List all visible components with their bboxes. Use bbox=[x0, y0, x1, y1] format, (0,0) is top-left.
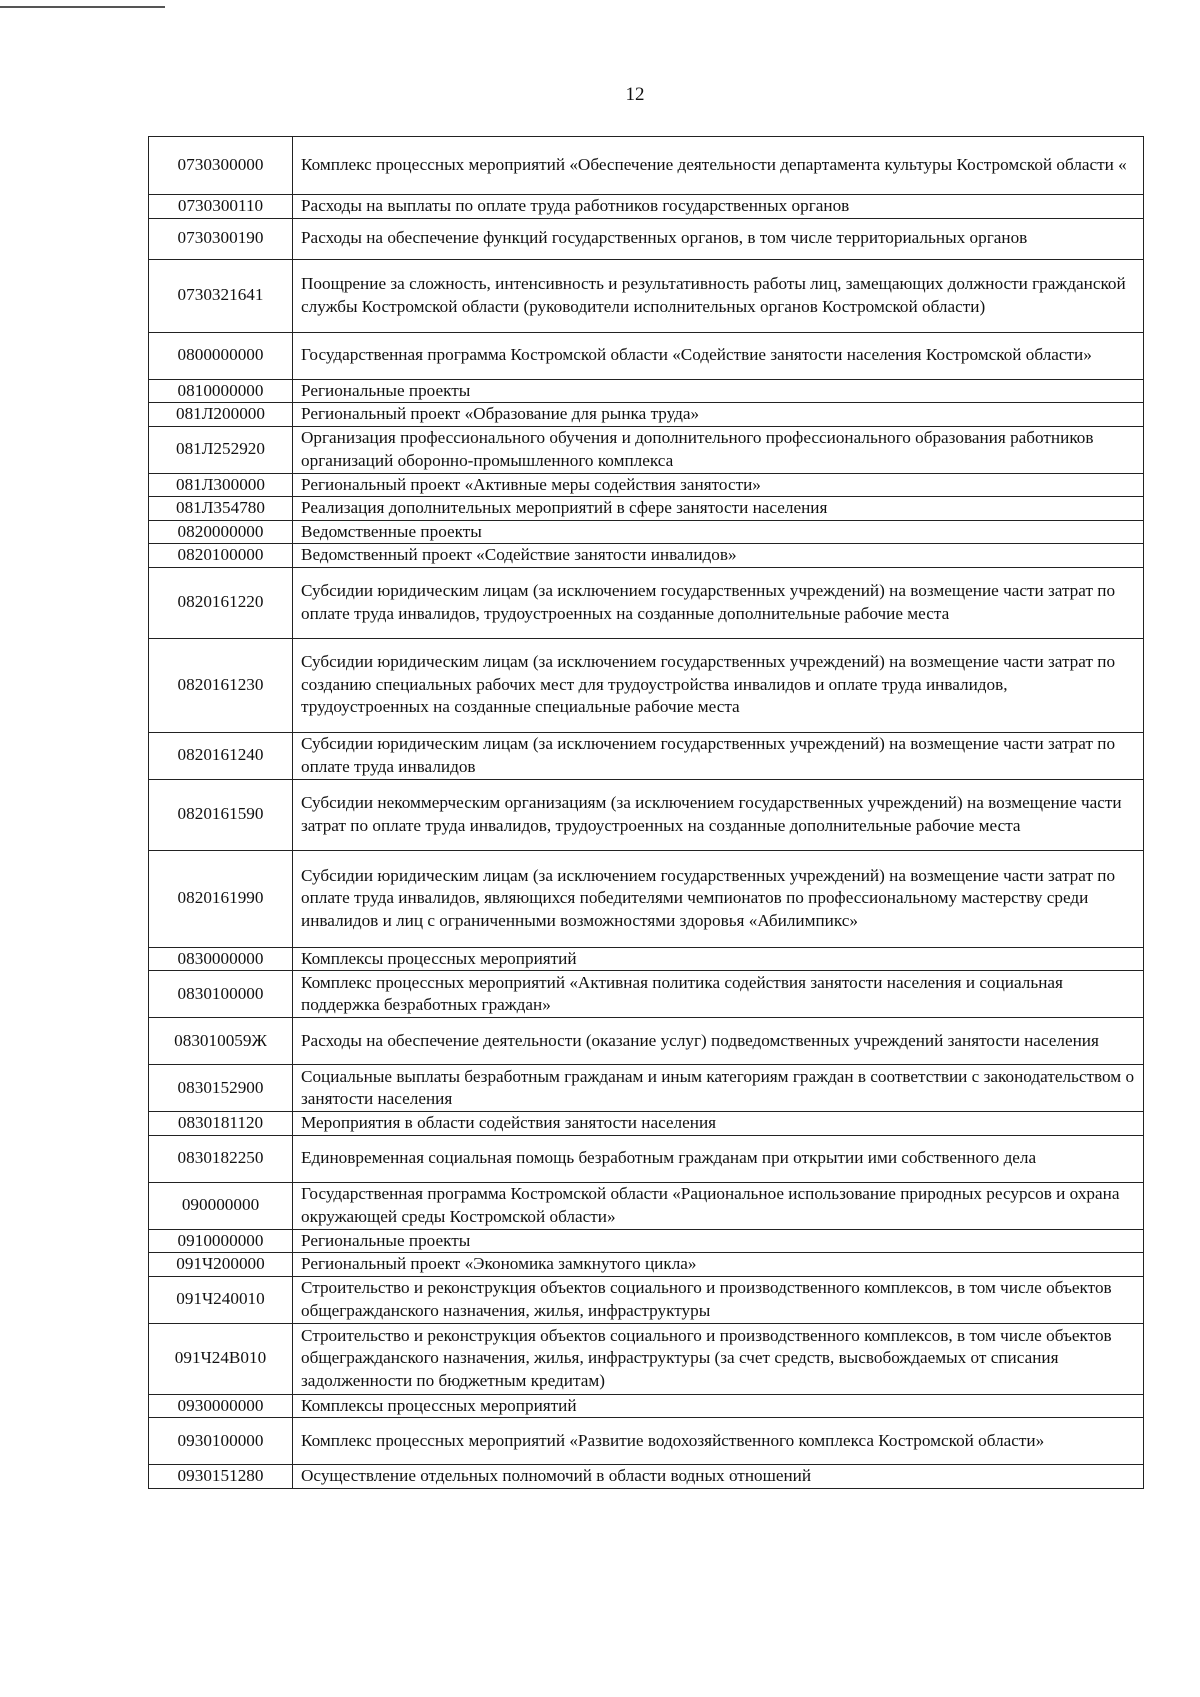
table-row bbox=[149, 1018, 1144, 1065]
classification-code: 0730321641 bbox=[149, 259, 293, 332]
table-row bbox=[149, 1394, 1144, 1418]
classification-code: 0820000000 bbox=[149, 520, 293, 544]
table-row bbox=[149, 971, 1144, 1018]
classification-code: 0930100000 bbox=[149, 1418, 293, 1465]
table-row bbox=[149, 638, 1144, 732]
expense-description: Субсидии юридическим лицам (за исключением государственных учреждений) на возмещение части затрат по созданию специальных рабочих мест для трудоустройства инвалидов и оплате труда инвалидов, трудоустроенных на созданные специальные рабочие места bbox=[293, 638, 1144, 732]
classification-code: 0820161240 bbox=[149, 732, 293, 779]
table-row bbox=[149, 732, 1144, 779]
expense-description: Региональные проекты bbox=[293, 379, 1144, 403]
expense-description: Ведомственные проекты bbox=[293, 520, 1144, 544]
classification-code: 0730300110 bbox=[149, 195, 293, 219]
table-row bbox=[149, 520, 1144, 544]
expense-description: Субсидии юридическим лицам (за исключением государственных учреждений) на возмещение части затрат по оплате труда инвалидов, трудоустроенных на созданные дополнительные рабочие места bbox=[293, 567, 1144, 638]
classification-code: 0800000000 bbox=[149, 332, 293, 379]
table-row bbox=[149, 332, 1144, 379]
expense-description: Расходы на обеспечение функций государственных органов, в том числе территориальных органов bbox=[293, 218, 1144, 259]
table-row bbox=[149, 497, 1144, 521]
table-row bbox=[149, 137, 1144, 195]
expense-description: Осуществление отдельных полномочий в области водных отношений bbox=[293, 1465, 1144, 1489]
classification-code: 0820161590 bbox=[149, 779, 293, 850]
expense-description: Субсидии некоммерческим организациям (за исключением государственных учреждений) на возмещение части затрат по оплате труда инвалидов, трудоустроенных на созданные дополнительные рабочие места bbox=[293, 779, 1144, 850]
classification-code: 083010059Ж bbox=[149, 1018, 293, 1065]
table-row bbox=[149, 1418, 1144, 1465]
classification-code: 0910000000 bbox=[149, 1229, 293, 1253]
table-row bbox=[149, 1112, 1144, 1136]
table-row bbox=[149, 473, 1144, 497]
classification-code: 0830181120 bbox=[149, 1112, 293, 1136]
expense-description: Государственная программа Костромской области «Рациональное использование природных ресурсов и охрана окружающей среды Костромской области» bbox=[293, 1182, 1144, 1229]
table-row bbox=[149, 259, 1144, 332]
budget-classification-table bbox=[148, 136, 1144, 1489]
expense-description: Единовременная социальная помощь безработным гражданам при открытии ими собственного дела bbox=[293, 1135, 1144, 1182]
expense-description: Расходы на выплаты по оплате труда работников государственных органов bbox=[293, 195, 1144, 219]
classification-code: 0820100000 bbox=[149, 544, 293, 568]
classification-code: 0930151280 bbox=[149, 1465, 293, 1489]
expense-description: Социальные выплаты безработным гражданам и иным категориям граждан в соответствии с законодательством о занятости населения bbox=[293, 1065, 1144, 1112]
expense-description: Ведомственный проект «Содействие занятости инвалидов» bbox=[293, 544, 1144, 568]
classification-code: 0810000000 bbox=[149, 379, 293, 403]
classification-code: 081Л300000 bbox=[149, 473, 293, 497]
table-body bbox=[149, 137, 1144, 1489]
table-row bbox=[149, 195, 1144, 219]
classification-code: 091Ч240010 bbox=[149, 1276, 293, 1323]
table-row bbox=[149, 850, 1144, 947]
expense-description: Комплексы процессных мероприятий bbox=[293, 1394, 1144, 1418]
table-row bbox=[149, 1253, 1144, 1277]
table-row bbox=[149, 544, 1144, 568]
table-row bbox=[149, 947, 1144, 971]
classification-code: 0730300190 bbox=[149, 218, 293, 259]
table-row bbox=[149, 1276, 1144, 1323]
classification-code: 0830100000 bbox=[149, 971, 293, 1018]
table-row bbox=[149, 1135, 1144, 1182]
table-row bbox=[149, 403, 1144, 427]
table-row bbox=[149, 1182, 1144, 1229]
classification-code: 081Л252920 bbox=[149, 426, 293, 473]
classification-code: 0820161220 bbox=[149, 567, 293, 638]
expense-description: Комплекс процессных мероприятий «Развитие водохозяйственного комплекса Костромской области» bbox=[293, 1418, 1144, 1465]
expense-description: Расходы на обеспечение деятельности (оказание услуг) подведомственных учреждений занятости населения bbox=[293, 1018, 1144, 1065]
expense-description: Организация профессионального обучения и дополнительного профессионального образования работников организаций оборонно-промышленного комплекса bbox=[293, 426, 1144, 473]
classification-code: 0830000000 bbox=[149, 947, 293, 971]
table-row bbox=[149, 1065, 1144, 1112]
expense-description: Комплекс процессных мероприятий «Активная политика содействия занятости населения и социальная поддержка безработных граждан» bbox=[293, 971, 1144, 1018]
classification-code: 081Л354780 bbox=[149, 497, 293, 521]
expense-description: Мероприятия в области содействия занятости населения bbox=[293, 1112, 1144, 1136]
expense-description: Региональные проекты bbox=[293, 1229, 1144, 1253]
expense-description: Комплекс процессных мероприятий «Обеспечение деятельности департамента культуры Костромской области « bbox=[293, 137, 1144, 195]
table-row bbox=[149, 1229, 1144, 1253]
classification-code: 0930000000 bbox=[149, 1394, 293, 1418]
expense-description: Региональный проект «Экономика замкнутого цикла» bbox=[293, 1253, 1144, 1277]
expense-description: Строительство и реконструкция объектов социального и производственного комплексов, в том числе объектов общегражданского назначения, жилья, инфраструктуры (за счет средств, высвобождаемых от списания задолженности по бюджетным кредитам) bbox=[293, 1323, 1144, 1394]
expense-description: Государственная программа Костромской области «Содействие занятости населения Костромской области» bbox=[293, 332, 1144, 379]
expense-description: Субсидии юридическим лицам (за исключением государственных учреждений) на возмещение части затрат по оплате труда инвалидов, являющихся победителями чемпионатов по профессиональному мастерству среди инвалидов и лиц с ограниченными возможностями здоровья «Абилимпикс» bbox=[293, 850, 1144, 947]
classification-code: 090000000 bbox=[149, 1182, 293, 1229]
classification-code: 081Л200000 bbox=[149, 403, 293, 427]
classification-code: 0820161230 bbox=[149, 638, 293, 732]
classification-code: 0830182250 bbox=[149, 1135, 293, 1182]
classification-code: 091Ч200000 bbox=[149, 1253, 293, 1277]
classification-code: 0730300000 bbox=[149, 137, 293, 195]
expense-description: Реализация дополнительных мероприятий в сфере занятости населения bbox=[293, 497, 1144, 521]
scan-edge-mark bbox=[0, 6, 165, 8]
table-row bbox=[149, 426, 1144, 473]
classification-code: 091Ч24В010 bbox=[149, 1323, 293, 1394]
expense-description: Комплексы процессных мероприятий bbox=[293, 947, 1144, 971]
page-number: 12 bbox=[625, 84, 645, 105]
expense-description: Субсидии юридическим лицам (за исключением государственных учреждений) на возмещение части затрат по оплате труда инвалидов bbox=[293, 732, 1144, 779]
expense-description: Региональный проект «Активные меры содействия занятости» bbox=[293, 473, 1144, 497]
classification-code: 0830152900 bbox=[149, 1065, 293, 1112]
table-row bbox=[149, 779, 1144, 850]
table-row bbox=[149, 567, 1144, 638]
expense-description: Строительство и реконструкция объектов социального и производственного комплексов, в том числе объектов общегражданского назначения, жилья, инфраструктуры bbox=[293, 1276, 1144, 1323]
table-row bbox=[149, 1465, 1144, 1489]
expense-description: Поощрение за сложность, интенсивность и результативность работы лиц, замещающих должности гражданской службы Костромской области (руководители исполнительных органов Костромской области) bbox=[293, 259, 1144, 332]
expense-description: Региональный проект «Образование для рынка труда» bbox=[293, 403, 1144, 427]
table-row bbox=[149, 1323, 1144, 1394]
classification-code: 0820161990 bbox=[149, 850, 293, 947]
table-row bbox=[149, 379, 1144, 403]
table-row bbox=[149, 218, 1144, 259]
